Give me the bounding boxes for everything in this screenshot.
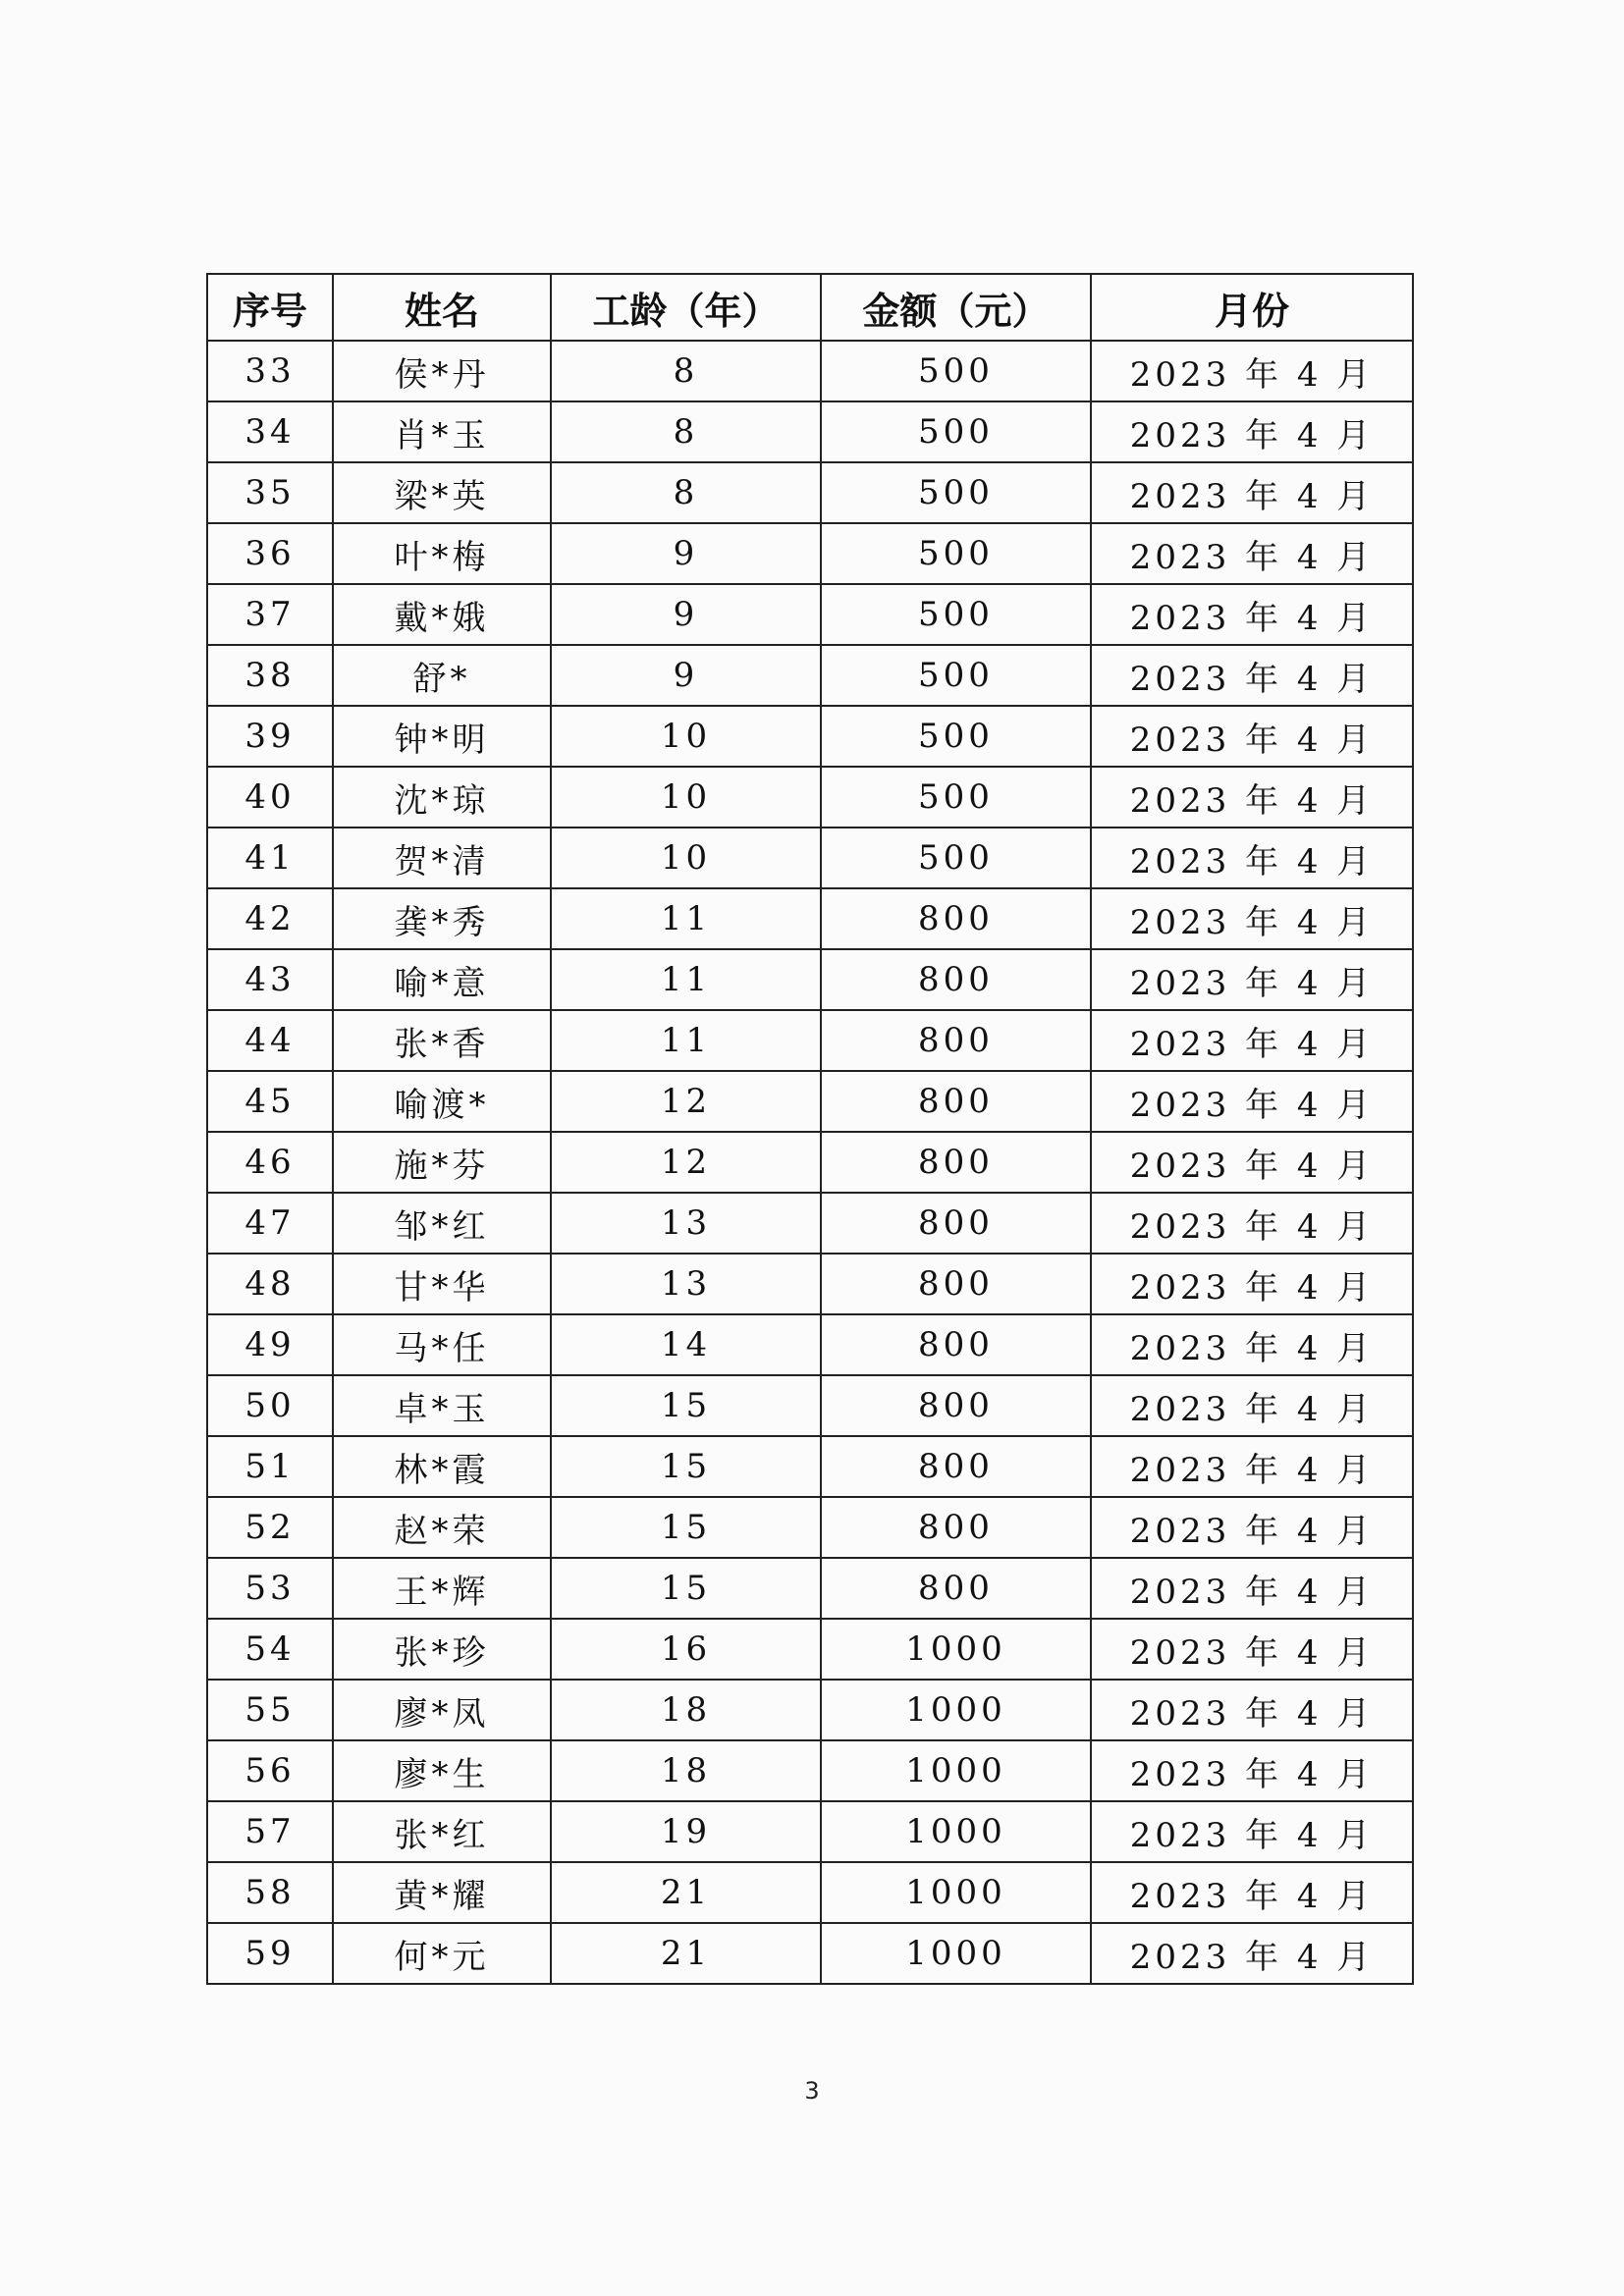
table-row: [207, 1923, 1413, 1984]
cell-name: 钟*明: [333, 706, 551, 767]
cell-serial-number: 55: [207, 1680, 333, 1740]
cell-name: 马*任: [333, 1314, 551, 1375]
cell-month: 2023 年 4 月: [1091, 1680, 1413, 1740]
cell-serial-number: 47: [207, 1193, 333, 1254]
table-row: [207, 1314, 1413, 1375]
cell-years-of-service: 11: [551, 1010, 821, 1071]
cell-amount: 800: [821, 949, 1091, 1010]
cell-month: 2023 年 4 月: [1091, 1254, 1413, 1314]
cell-years-of-service: 18: [551, 1680, 821, 1740]
cell-years-of-service: 14: [551, 1314, 821, 1375]
cell-amount: 800: [821, 1010, 1091, 1071]
table-row: [207, 1436, 1413, 1497]
cell-serial-number: 37: [207, 584, 333, 645]
table-row: [207, 1375, 1413, 1436]
table-row: [207, 1254, 1413, 1314]
table-header-row: [207, 274, 1413, 341]
cell-serial-number: 38: [207, 645, 333, 706]
cell-years-of-service: 8: [551, 462, 821, 523]
cell-name: 张*珍: [333, 1619, 551, 1680]
table-row: [207, 1862, 1413, 1923]
cell-month: 2023 年 4 月: [1091, 1132, 1413, 1193]
cell-amount: 800: [821, 1314, 1091, 1375]
cell-amount: 500: [821, 645, 1091, 706]
cell-name: 戴*娥: [333, 584, 551, 645]
table-row: [207, 584, 1413, 645]
cell-month: 2023 年 4 月: [1091, 645, 1413, 706]
cell-serial-number: 40: [207, 767, 333, 828]
cell-month: 2023 年 4 月: [1091, 949, 1413, 1010]
cell-amount: 800: [821, 1497, 1091, 1558]
table-row: [207, 767, 1413, 828]
cell-amount: 500: [821, 401, 1091, 462]
cell-years-of-service: 16: [551, 1619, 821, 1680]
cell-serial-number: 51: [207, 1436, 333, 1497]
table-row: [207, 828, 1413, 888]
cell-years-of-service: 10: [551, 828, 821, 888]
cell-serial-number: 57: [207, 1801, 333, 1862]
cell-amount: 800: [821, 1132, 1091, 1193]
cell-amount: 500: [821, 584, 1091, 645]
cell-name: 甘*华: [333, 1254, 551, 1314]
cell-month: 2023 年 4 月: [1091, 1314, 1413, 1375]
cell-name: 侯*丹: [333, 341, 551, 401]
table-row: [207, 645, 1413, 706]
cell-amount: 1000: [821, 1680, 1091, 1740]
cell-name: 肖*玉: [333, 401, 551, 462]
cell-amount: 500: [821, 767, 1091, 828]
table-row: [207, 401, 1413, 462]
cell-month: 2023 年 4 月: [1091, 1497, 1413, 1558]
table-row: [207, 1010, 1413, 1071]
cell-name: 邹*红: [333, 1193, 551, 1254]
cell-month: 2023 年 4 月: [1091, 706, 1413, 767]
cell-serial-number: 34: [207, 401, 333, 462]
cell-name: 叶*梅: [333, 523, 551, 584]
cell-month: 2023 年 4 月: [1091, 1436, 1413, 1497]
cell-serial-number: 45: [207, 1071, 333, 1132]
cell-years-of-service: 21: [551, 1923, 821, 1984]
table-row: [207, 523, 1413, 584]
cell-name: 舒*: [333, 645, 551, 706]
cell-name: 林*霞: [333, 1436, 551, 1497]
table-row: [207, 1740, 1413, 1801]
cell-name: 梁*英: [333, 462, 551, 523]
header-month: 月份: [1091, 274, 1413, 341]
cell-name: 贺*清: [333, 828, 551, 888]
header-years-of-service: 工龄（年）: [551, 274, 821, 341]
cell-serial-number: 52: [207, 1497, 333, 1558]
cell-years-of-service: 13: [551, 1254, 821, 1314]
cell-serial-number: 53: [207, 1558, 333, 1619]
table-row: [207, 341, 1413, 401]
cell-years-of-service: 12: [551, 1132, 821, 1193]
cell-month: 2023 年 4 月: [1091, 1193, 1413, 1254]
cell-years-of-service: 9: [551, 584, 821, 645]
table-body: [207, 341, 1413, 1984]
header-amount: 金额（元）: [821, 274, 1091, 341]
table-row: [207, 1801, 1413, 1862]
cell-name: 何*元: [333, 1923, 551, 1984]
cell-name: 卓*玉: [333, 1375, 551, 1436]
cell-name: 王*辉: [333, 1558, 551, 1619]
cell-amount: 1000: [821, 1619, 1091, 1680]
cell-name: 黄*耀: [333, 1862, 551, 1923]
cell-years-of-service: 10: [551, 767, 821, 828]
cell-years-of-service: 18: [551, 1740, 821, 1801]
cell-years-of-service: 8: [551, 341, 821, 401]
cell-amount: 800: [821, 1254, 1091, 1314]
cell-serial-number: 42: [207, 888, 333, 949]
cell-amount: 800: [821, 1436, 1091, 1497]
cell-amount: 1000: [821, 1862, 1091, 1923]
cell-month: 2023 年 4 月: [1091, 1862, 1413, 1923]
subsidy-table: [206, 273, 1414, 1985]
cell-years-of-service: 12: [551, 1071, 821, 1132]
cell-month: 2023 年 4 月: [1091, 462, 1413, 523]
table-row: [207, 888, 1413, 949]
cell-amount: 800: [821, 1375, 1091, 1436]
cell-month: 2023 年 4 月: [1091, 1558, 1413, 1619]
cell-serial-number: 54: [207, 1619, 333, 1680]
cell-serial-number: 58: [207, 1862, 333, 1923]
cell-serial-number: 48: [207, 1254, 333, 1314]
cell-amount: 800: [821, 888, 1091, 949]
cell-month: 2023 年 4 月: [1091, 1923, 1413, 1984]
cell-years-of-service: 15: [551, 1497, 821, 1558]
cell-name: 龚*秀: [333, 888, 551, 949]
cell-amount: 1000: [821, 1801, 1091, 1862]
cell-month: 2023 年 4 月: [1091, 523, 1413, 584]
cell-amount: 800: [821, 1193, 1091, 1254]
cell-serial-number: 59: [207, 1923, 333, 1984]
cell-serial-number: 43: [207, 949, 333, 1010]
page-number: 3: [804, 2077, 820, 2105]
table-row: [207, 1071, 1413, 1132]
cell-years-of-service: 8: [551, 401, 821, 462]
cell-serial-number: 56: [207, 1740, 333, 1801]
cell-name: 张*红: [333, 1801, 551, 1862]
cell-month: 2023 年 4 月: [1091, 1619, 1413, 1680]
cell-serial-number: 35: [207, 462, 333, 523]
cell-amount: 1000: [821, 1923, 1091, 1984]
cell-serial-number: 50: [207, 1375, 333, 1436]
cell-amount: 500: [821, 341, 1091, 401]
cell-serial-number: 36: [207, 523, 333, 584]
cell-name: 廖*生: [333, 1740, 551, 1801]
cell-years-of-service: 15: [551, 1375, 821, 1436]
table-row: [207, 1132, 1413, 1193]
cell-amount: 1000: [821, 1740, 1091, 1801]
table-row: [207, 1497, 1413, 1558]
cell-serial-number: 33: [207, 341, 333, 401]
cell-month: 2023 年 4 月: [1091, 828, 1413, 888]
cell-amount: 500: [821, 523, 1091, 584]
cell-name: 张*香: [333, 1010, 551, 1071]
cell-name: 施*芬: [333, 1132, 551, 1193]
cell-serial-number: 49: [207, 1314, 333, 1375]
table-row: [207, 1619, 1413, 1680]
cell-years-of-service: 11: [551, 888, 821, 949]
cell-month: 2023 年 4 月: [1091, 1801, 1413, 1862]
table-row: [207, 706, 1413, 767]
table-row: [207, 462, 1413, 523]
cell-month: 2023 年 4 月: [1091, 888, 1413, 949]
cell-name: 沈*琼: [333, 767, 551, 828]
cell-month: 2023 年 4 月: [1091, 1010, 1413, 1071]
cell-amount: 500: [821, 828, 1091, 888]
cell-years-of-service: 10: [551, 706, 821, 767]
cell-years-of-service: 9: [551, 645, 821, 706]
cell-month: 2023 年 4 月: [1091, 767, 1413, 828]
cell-serial-number: 41: [207, 828, 333, 888]
cell-years-of-service: 9: [551, 523, 821, 584]
cell-name: 廖*凤: [333, 1680, 551, 1740]
cell-name: 喻渡*: [333, 1071, 551, 1132]
cell-month: 2023 年 4 月: [1091, 401, 1413, 462]
cell-serial-number: 39: [207, 706, 333, 767]
cell-years-of-service: 21: [551, 1862, 821, 1923]
cell-amount: 500: [821, 462, 1091, 523]
cell-years-of-service: 15: [551, 1558, 821, 1619]
cell-month: 2023 年 4 月: [1091, 1071, 1413, 1132]
cell-serial-number: 44: [207, 1010, 333, 1071]
cell-years-of-service: 13: [551, 1193, 821, 1254]
header-serial-number: 序号: [207, 274, 333, 341]
cell-years-of-service: 11: [551, 949, 821, 1010]
cell-month: 2023 年 4 月: [1091, 1740, 1413, 1801]
table-row: [207, 1680, 1413, 1740]
cell-years-of-service: 15: [551, 1436, 821, 1497]
table-row: [207, 1558, 1413, 1619]
header-name: 姓名: [333, 274, 551, 341]
cell-name: 喻*意: [333, 949, 551, 1010]
cell-serial-number: 46: [207, 1132, 333, 1193]
table-row: [207, 1193, 1413, 1254]
cell-month: 2023 年 4 月: [1091, 341, 1413, 401]
cell-month: 2023 年 4 月: [1091, 584, 1413, 645]
cell-years-of-service: 19: [551, 1801, 821, 1862]
cell-month: 2023 年 4 月: [1091, 1375, 1413, 1436]
table-row: [207, 949, 1413, 1010]
cell-name: 赵*荣: [333, 1497, 551, 1558]
cell-amount: 500: [821, 706, 1091, 767]
cell-amount: 800: [821, 1071, 1091, 1132]
cell-amount: 800: [821, 1558, 1091, 1619]
